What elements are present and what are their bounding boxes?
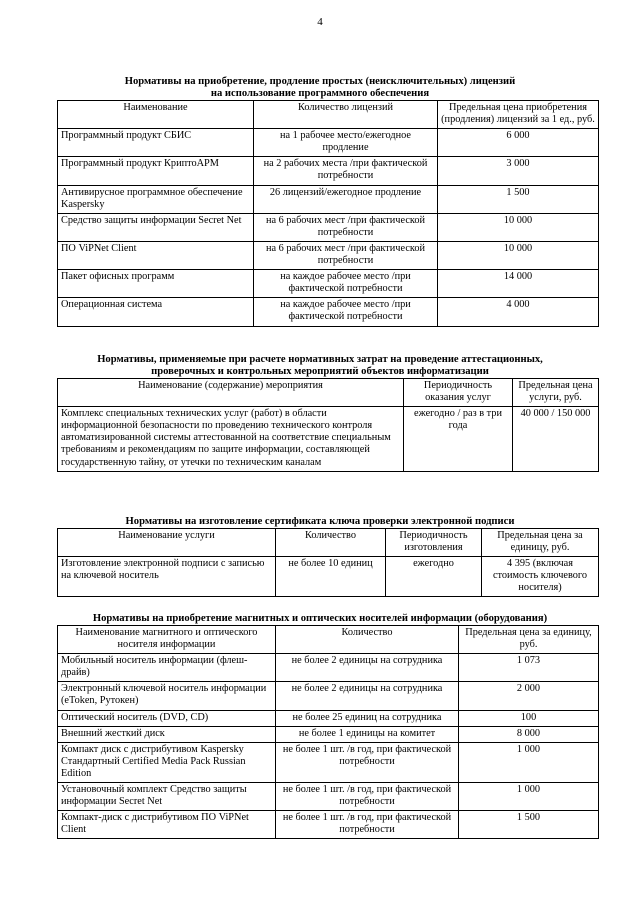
column-header: Наименование магнитного и оптического носителя информации	[58, 626, 276, 654]
cell: Комплекс специальных технических услуг (работ) в области информационной безопасности по проведению технического контроля автоматизированной системы аттестованной на соответствие специальным требованиям и рекомендациям по защите информации, составляющей государственную тайну, от утечки по техническим каналам	[58, 407, 404, 471]
cell: на 1 рабочее место/ежегодное продление	[254, 129, 438, 157]
table-row	[58, 726, 599, 742]
table-row	[58, 157, 599, 185]
table-header-row	[58, 101, 599, 129]
table-row	[58, 742, 599, 782]
table-row	[58, 710, 599, 726]
cell: не более 1 шт. /в год, при фактической потребности	[276, 783, 459, 811]
column-header: Наименование	[58, 101, 254, 129]
cell: Оптический носитель (DVD, CD)	[58, 710, 276, 726]
cell: не более 2 единицы на сотрудника	[276, 682, 459, 710]
cell: не более 1 шт. /в год, при фактической потребности	[276, 742, 459, 782]
section-title: Нормативы, применяемые при расчете нормативных затрат на проведение аттестационных, проверочных и контрольных мероприятий объектов информатизации	[97, 354, 543, 377]
cell: на 2 рабочих места /при фактической потребности	[254, 157, 438, 185]
cell: не более 10 единиц	[276, 557, 386, 597]
cell: 1 500	[459, 811, 599, 839]
section-licenses	[0, 76, 640, 327]
cell: 10 000	[438, 213, 599, 241]
cell: ежегодно	[386, 557, 482, 597]
section-attestation	[0, 354, 640, 472]
cell: 14 000	[438, 270, 599, 298]
cell: 1 073	[459, 654, 599, 682]
cell: Антивирусное программное обеспечение Kaspersky	[58, 185, 254, 213]
cell: Операционная система	[58, 298, 254, 326]
cell: Изготовление электронной подписи с записью на ключевой носитель	[58, 557, 276, 597]
table-row	[58, 270, 599, 298]
table-row	[58, 298, 599, 326]
table-header-row	[58, 626, 599, 654]
cell: не более 1 шт. /в год, при фактической потребности	[276, 811, 459, 839]
column-header: Наименование услуги	[58, 529, 276, 557]
cell: 1 000	[459, 783, 599, 811]
licenses-table	[57, 100, 599, 327]
cell: на каждое рабочее место /при фактической потребности	[254, 298, 438, 326]
cell: 3 000	[438, 157, 599, 185]
column-header: Периодичность изготовления	[386, 529, 482, 557]
column-header: Количество лицензий	[254, 101, 438, 129]
table-row	[58, 407, 599, 471]
cell: не более 25 единиц на сотрудника	[276, 710, 459, 726]
table-row	[58, 213, 599, 241]
cell: не более 1 единицы на комитет	[276, 726, 459, 742]
cell: 8 000	[459, 726, 599, 742]
cell: 26 лицензий/ежегодное продление	[254, 185, 438, 213]
cell: Внешний жесткий диск	[58, 726, 276, 742]
cell: Установочный комплект Средство защиты информации Secret Net	[58, 783, 276, 811]
cell: Компакт-диск с дистрибутивом ПО ViPNet Client	[58, 811, 276, 839]
media-table	[57, 625, 599, 839]
column-header: Количество	[276, 626, 459, 654]
cell: 6 000	[438, 129, 599, 157]
cell: 10 000	[438, 241, 599, 269]
table-header-row	[58, 529, 599, 557]
section-signature	[0, 516, 640, 597]
cell: на 6 рабочих мест /при фактической потребности	[254, 213, 438, 241]
column-header: Количество	[276, 529, 386, 557]
table-row	[58, 811, 599, 839]
attestation-table	[57, 378, 599, 472]
column-header: Периодичность оказания услуг	[404, 379, 513, 407]
column-header: Предельная цена за единицу, руб.	[482, 529, 599, 557]
section-media	[0, 613, 640, 839]
section-title: Нормативы на приобретение магнитных и оптических носителей информации (оборудования)	[92, 613, 548, 624]
table-header-row	[58, 379, 599, 407]
cell: не более 2 единицы на сотрудника	[276, 654, 459, 682]
section-title: Нормативы на приобретение, продление простых (неисключительных) лицензий на использование программного обеспечения	[124, 76, 516, 99]
table-row	[58, 185, 599, 213]
cell: на каждое рабочее место /при фактической потребности	[254, 270, 438, 298]
cell: ежегодно / раз в три года	[404, 407, 513, 471]
cell: Компакт диск с дистрибутивом Kaspersky Стандартный Certified Media Pack Russian Edition	[58, 742, 276, 782]
table-row	[58, 557, 599, 597]
cell: Программный продукт КриптоАРМ	[58, 157, 254, 185]
cell: на 6 рабочих мест /при фактической потребности	[254, 241, 438, 269]
cell: 1 500	[438, 185, 599, 213]
table-row	[58, 783, 599, 811]
cell: 4 000	[438, 298, 599, 326]
table-row	[58, 682, 599, 710]
cell: 2 000	[459, 682, 599, 710]
section-title: Нормативы на изготовление сертификата ключа проверки электронной подписи	[125, 516, 515, 527]
cell: 40 000 / 150 000	[513, 407, 599, 471]
column-header: Предельная цена приобретения (продления) лицензий за 1 ед., руб.	[438, 101, 599, 129]
cell: Мобильный носитель информации (флеш-драйв)	[58, 654, 276, 682]
column-header: Предельная цена за единицу, руб.	[459, 626, 599, 654]
column-header: Наименование (содержание) мероприятия	[58, 379, 404, 407]
cell: Программный продукт СБИС	[58, 129, 254, 157]
cell: 100	[459, 710, 599, 726]
cell: ПО ViPNet Client	[58, 241, 254, 269]
column-header: Предельная цена услуги, руб.	[513, 379, 599, 407]
cell: Электронный ключевой носитель информации (eToken, Рутокен)	[58, 682, 276, 710]
cell: Средство защиты информации Secret Net	[58, 213, 254, 241]
page-number: 4	[317, 16, 323, 28]
table-row	[58, 241, 599, 269]
cell: 1 000	[459, 742, 599, 782]
table-row	[58, 654, 599, 682]
signature-table	[57, 528, 599, 597]
table-row	[58, 129, 599, 157]
cell: 4 395 (включая стоимость ключевого носителя)	[482, 557, 599, 597]
cell: Пакет офисных программ	[58, 270, 254, 298]
